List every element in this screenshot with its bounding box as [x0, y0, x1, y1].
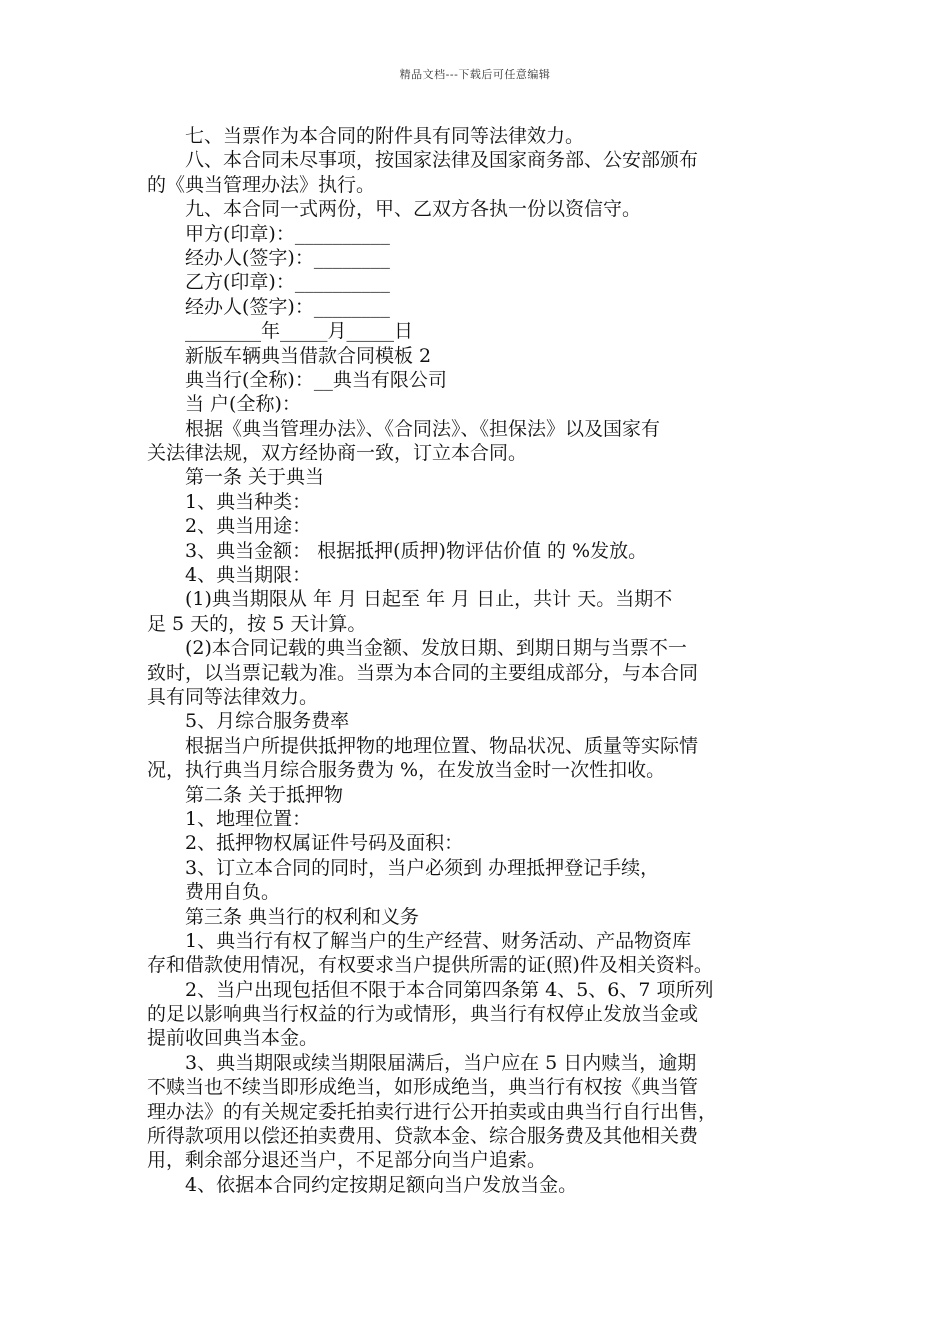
text-line: 2、当户出现包括但不限于本合同第四条第 4、5、6、7 项所列	[147, 978, 714, 1001]
text-line: 1、典当种类：	[147, 490, 312, 513]
text-line: ________年_____月_____日	[147, 320, 414, 343]
text-line: 具有同等法律效力。	[147, 685, 319, 708]
text-line: 2、抵押物权属证件号码及面积：	[147, 832, 464, 855]
text-line: 八、本合同未尽事项，按国家法律及国家商务部、公安部颁布	[147, 149, 699, 172]
text-line: 用，剩余部分退还当户，不足部分向当户追索。	[147, 1149, 547, 1172]
text-line: (2)本合同记载的典当金额、发放日期、到期日期与当票不一	[147, 637, 687, 660]
text-line: 典当行(全称)：__典当有限公司	[147, 368, 447, 391]
text-line: 根据《典当管理办法》、《合同法》、《担保法》以及国家有	[147, 417, 661, 440]
text-line: 第一条 关于典当	[147, 466, 325, 489]
text-line: 经办人(签字)：________	[147, 295, 390, 318]
text-line: 5、月综合服务费率	[147, 710, 350, 733]
page-header: 精品文档---下载后可任意编辑	[399, 68, 551, 81]
text-line: 2、典当用途：	[147, 515, 312, 538]
text-line: 第三条 典当行的权利和义务	[147, 905, 420, 928]
text-line: 3、典当期限或续当期限届满后，当户应在 5 日内赎当，逾期	[147, 1051, 697, 1074]
text-line: 的足以影响典当行权益的行为或情形，典当行有权停止发放当金或	[147, 1003, 699, 1026]
text-line: (1)典当期限从 年 月 日起至 年 月 日止，共计 天。当期不	[147, 588, 673, 611]
text-line: 所得款项用以偿还拍卖费用、贷款本金、综合服务费及其他相关费	[147, 1125, 699, 1148]
text-line: 3、典当金额： 根据抵押(质押)物评估价值 的 %发放。	[147, 539, 648, 562]
text-line: 根据当户所提供抵押物的地理位置、物品状况、质量等实际情	[147, 734, 699, 757]
text-line: 费用自负。	[147, 881, 281, 904]
text-line: 当 户(全称)：	[147, 393, 301, 416]
text-line: 3、订立本合同的同时，当户必须到 办理抵押登记手续，	[147, 856, 660, 879]
text-line: 况，执行典当月综合服务费为 %，在发放当金时一次性扣收。	[147, 759, 666, 782]
text-line: 七、当票作为本合同的附件具有同等法律效力。	[147, 125, 585, 147]
text-line: 1、典当行有权了解当户的生产经营、财务活动、产品物资库	[147, 929, 692, 952]
text-line: 乙方(印章)：__________	[147, 271, 390, 294]
text-line: 九、本合同一式两份，甲、乙双方各执一份以资信守。	[147, 198, 642, 221]
text-line: 存和借款使用情况，有权要求当户提供所需的证(照)件及相关资料。	[147, 954, 713, 977]
text-line: 不赎当也不续当即形成绝当，如形成绝当，典当行有权按《典当管	[147, 1076, 699, 1099]
document-body	[147, 124, 807, 1197]
text-line: 1、地理位置：	[147, 807, 312, 830]
text-line: 致时，以当票记载为准。当票为本合同的主要组成部分，与本合同	[147, 661, 699, 684]
text-line: 关法律法规，双方经协商一致，订立本合同。	[147, 442, 528, 465]
text-line: 经办人(签字)：________	[147, 246, 390, 269]
text-line: 4、依据本合同约定按期足额向当户发放当金。	[147, 1173, 578, 1196]
text-line: 的《典当管理办法》执行。	[147, 173, 376, 196]
text-line: 足 5 天的，按 5 天计算。	[147, 612, 367, 635]
text-line: 新版车辆典当借款合同模板 2	[147, 344, 432, 367]
text-line: 理办法》的有关规定委托拍卖行进行公开拍卖或由典当行自行出售，	[147, 1100, 718, 1123]
text-line: 第二条 关于抵押物	[147, 783, 344, 806]
text-line: 4、典当期限：	[147, 564, 312, 587]
text-line: 甲方(印章)：__________	[147, 222, 390, 245]
text-line: 提前收回典当本金。	[147, 1027, 319, 1050]
